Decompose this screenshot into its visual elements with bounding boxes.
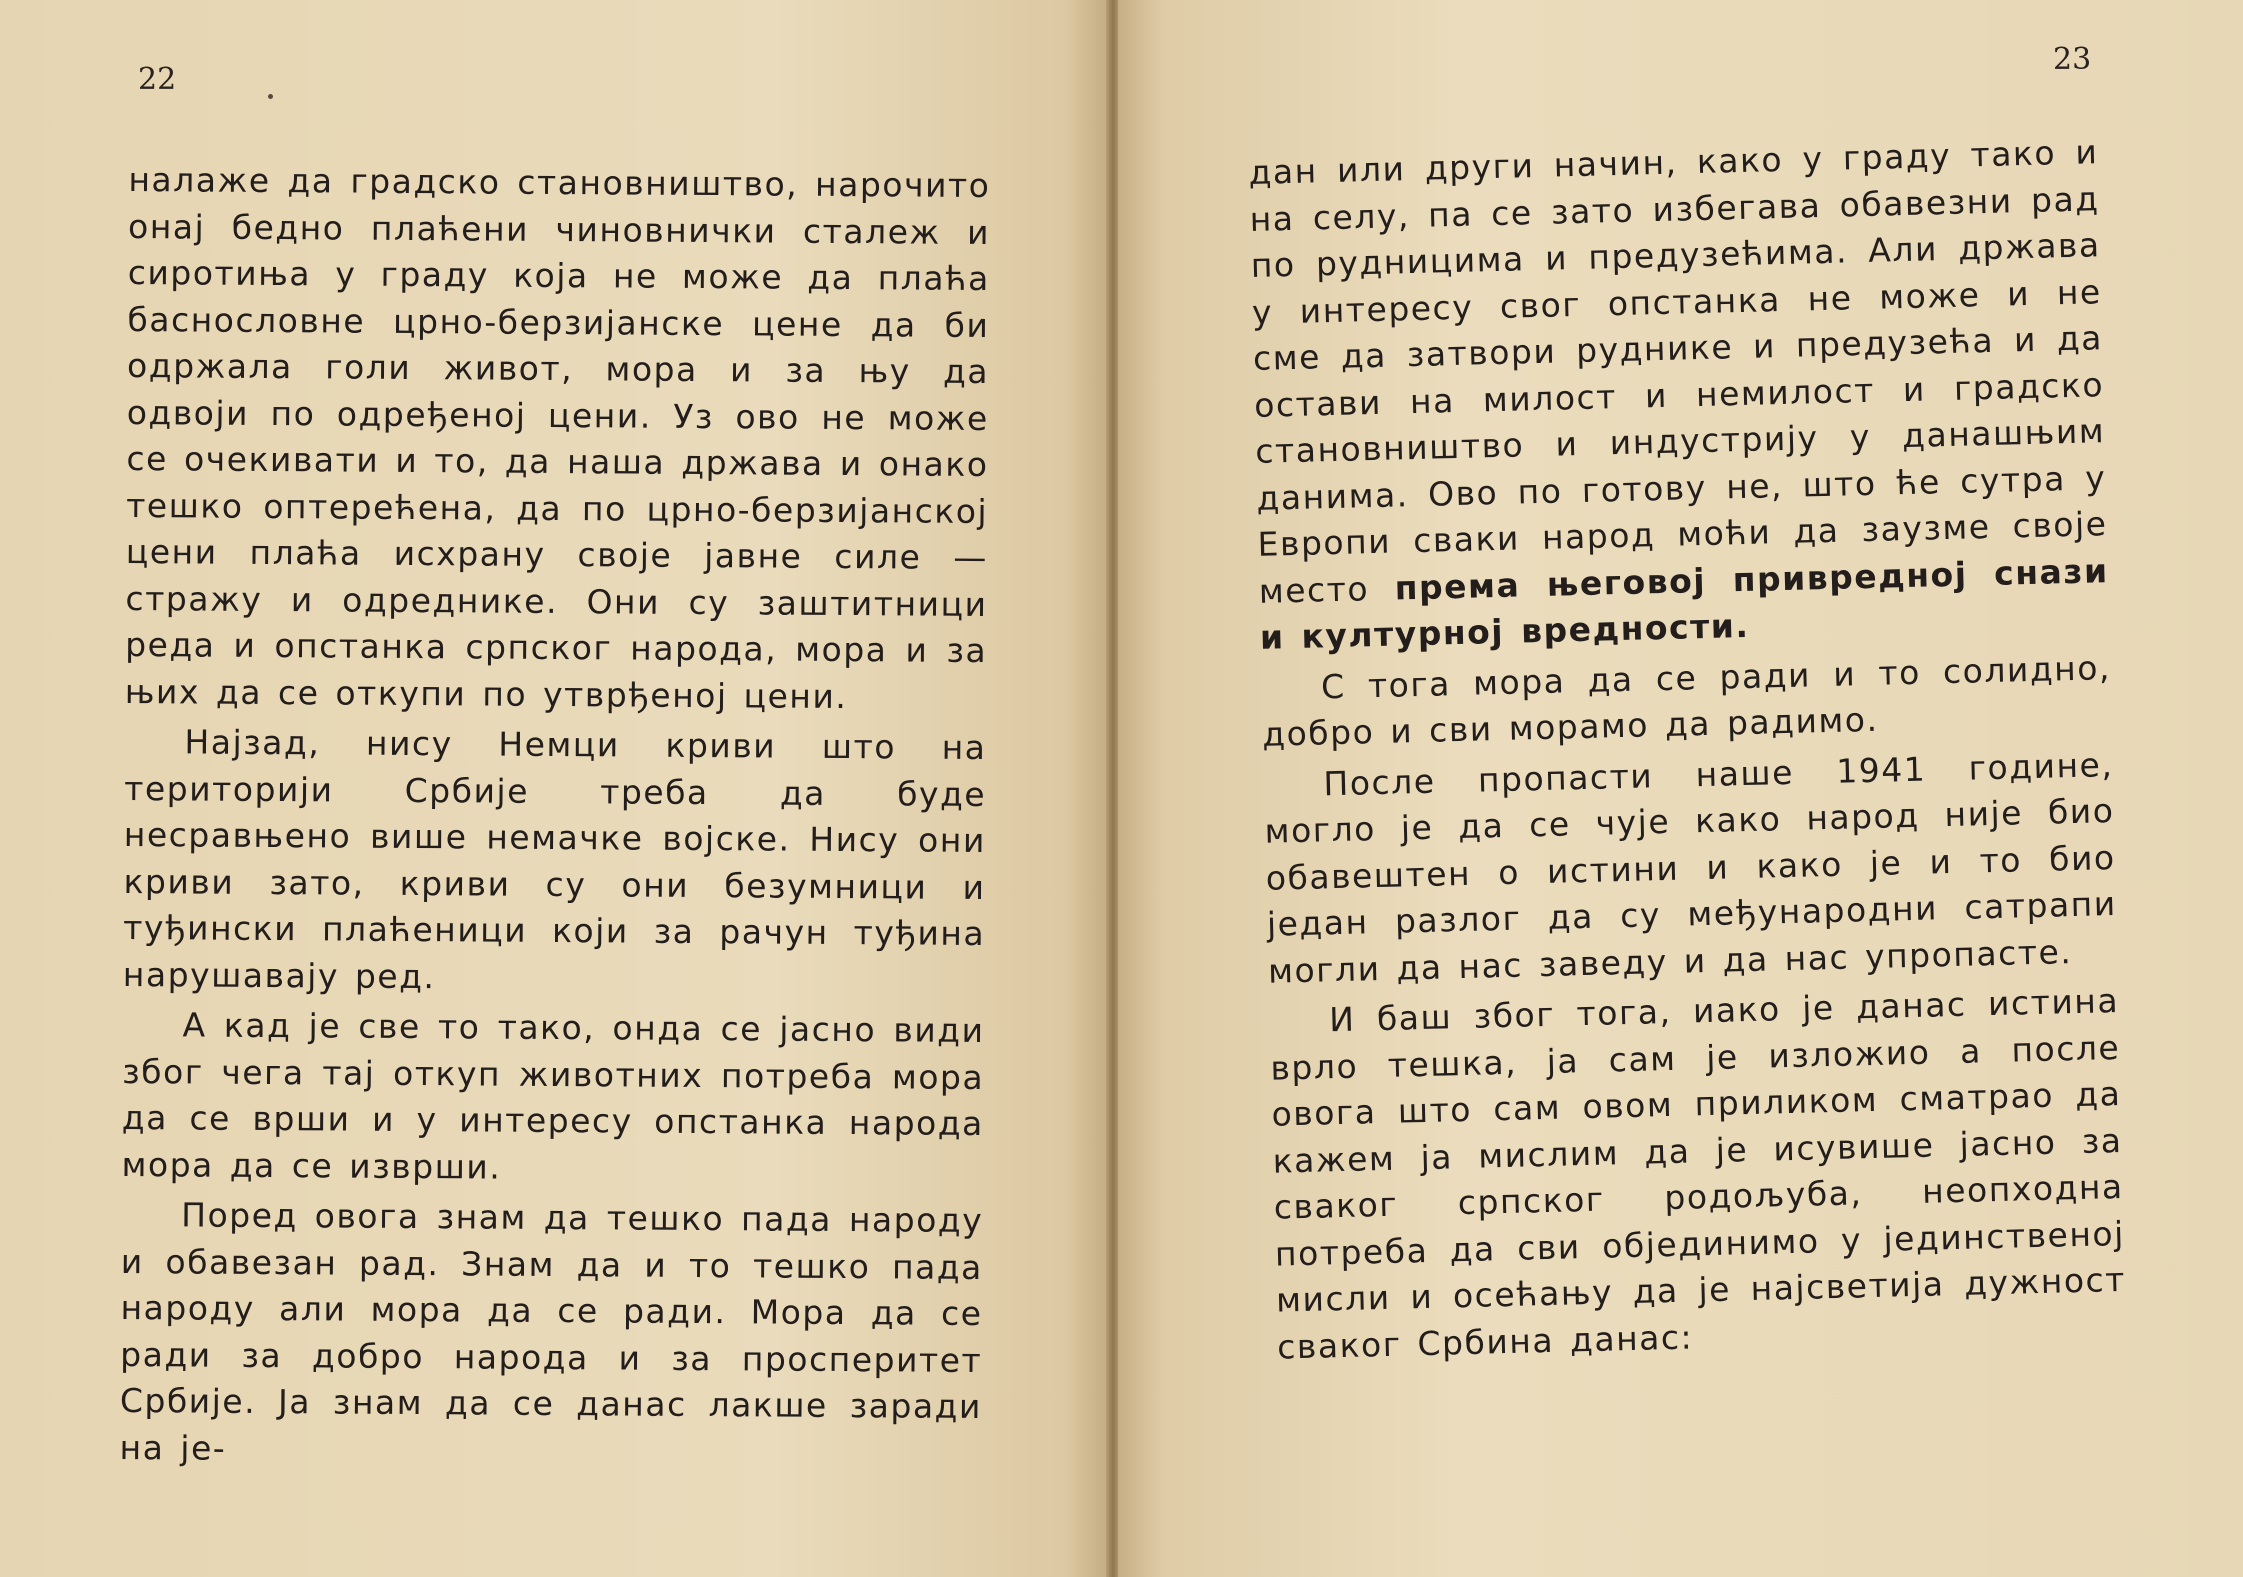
paragraph: И баш због тога, иако је данас истина врло тешка, ја сам је изложио а после овога што сам овом приликом сматрао да кажем ја мислим да је исувише јасно за сваког српског родољуба, неопходна потреба да сви објединимо у јединственој мисли и осећању да је најсветија дужност сваког Србина данас: — [1269, 980, 2127, 1367]
left-page — [0, 0, 1108, 1577]
paragraph-text: дан или други начин, како у граду тако и на селу, па се зато избегава обавезни рад по рудницима и предузећима. Али држава у интересу свог опстанка не може и не сме да затвори руднике и предузећа и да остави на милост и немилост и градско становништво и индустрију у данашњим данима. Ово по готову не, што ће сутра у Европи сваки народ моћи да заузме своје место — [1248, 132, 2108, 611]
page-number: 23 — [2053, 42, 2092, 77]
paragraph: А кад је све то тако, онда се јасно види због чега тај откуп животних потреба мора да се врши и у интересу опстанка народа мора да се изврши. — [121, 1005, 985, 1187]
paper-speck — [268, 94, 273, 99]
paragraph: налаже да градско становништво, нарочито онај бедно плаћени чиновнички сталеж и сиротиња у граду која не може да плаћа баснословне црно-берзијанске цене да би одржала голи живот, мора и за њу да одвоји по одређеној цени. Уз ово не може се очекивати и то, да наша држава и онако тешко оптерећена, да по црно-берзијанској цени плаћа исхрану своје јавне силе — стражу и одреднике. Они су заштитници реда и опстанка српског народа, мора и за њих да се откупи по утврђеној цени. — [124, 160, 991, 716]
left-page-text — [119, 157, 990, 1477]
bold-phrase: према његовој привредној снази и културној вредности. — [1259, 550, 2109, 657]
paragraph — [1248, 129, 2110, 661]
right-page-text — [1248, 129, 2128, 1370]
paragraph: Најзад, нису Немци криви што на територији Србије треба да буде несравњено више немачке војске. Нису они криви зато, криви су они безумници и туђински плаћеници који за рачун туђина нарушавају ред. — [122, 722, 987, 996]
paragraph: С тога мора да се ради и то солидно, добро и сви морамо да радимо. — [1261, 647, 2112, 754]
page-number: 22 — [138, 62, 177, 97]
right-page — [1118, 0, 2243, 1577]
paragraph: После пропасти наше 1941 године, могло је да се чује како народ није био обавештен о истини и како је и то био један разлог да су међународни сатрапи могли да нас заведу и да нас упропасте. — [1264, 744, 2118, 991]
paragraph: Поред овога знам да тешко пада народу и обавезан рад. Знам да и то тешко пада народу али мора да се ради. Мора да се ради за добро народа и за просперитет Србије. Ја знам да се данас лакше заради на је- — [119, 1195, 984, 1468]
